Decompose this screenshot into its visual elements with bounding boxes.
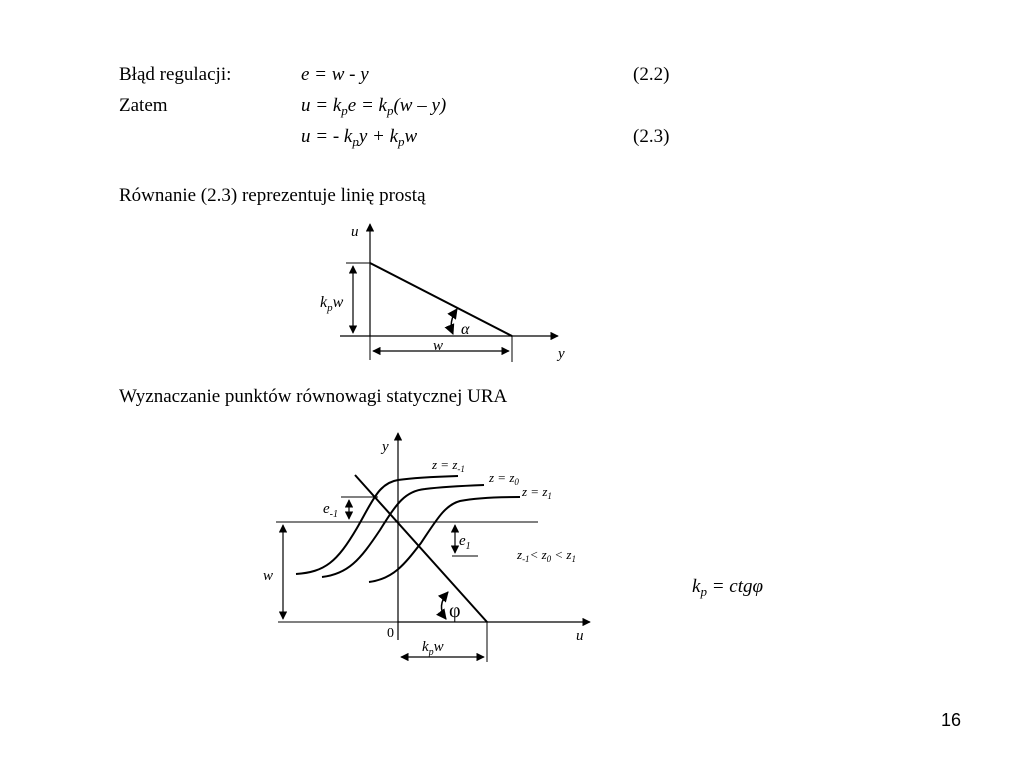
y-axis-label: y: [558, 346, 565, 362]
ordering-label: $z_{-1}< z_0 < z_1$: [517, 547, 576, 564]
label-z0: $z = z_0$: [489, 470, 519, 487]
sentence-straight-line: Równanie (2.3) reprezentuje linię prostą: [119, 185, 426, 206]
label-e-minus1: $e_{-1}$: [323, 501, 339, 520]
label-e1: $e_1$: [459, 533, 471, 552]
phi-label: φ: [449, 600, 461, 622]
equation-2-2: e = w - y: [301, 64, 369, 85]
alpha-label: α: [461, 321, 470, 338]
u-axis-label-2: u: [576, 628, 584, 644]
therefore-label: Zatem: [119, 95, 168, 116]
curve-z1: [369, 497, 520, 582]
equation-number-2-3: (2.3): [633, 126, 670, 147]
alpha-angle-arc: [451, 309, 457, 334]
equation-u: $u = k_pe = k_p(w - y)$: [301, 95, 447, 118]
label-z-minus1: $z = z_{-1}$: [432, 457, 465, 474]
label-kpw-2: $k_pw$: [422, 639, 444, 658]
controller-line: [370, 263, 512, 336]
equation-2-3: u = - $k_py + k_pw$: [301, 126, 418, 149]
phi-angle-arc: [441, 592, 448, 619]
kpw-label: $k_pw$: [320, 294, 344, 314]
error-label: Błąd regulacji:: [119, 64, 232, 85]
y-axis-label-2: y: [382, 439, 389, 455]
origin-label: 0: [387, 626, 394, 641]
equation-number-2-2: (2.2): [633, 64, 670, 85]
label-z1: $z = z_1$: [522, 484, 552, 501]
u-axis-label: u: [351, 224, 359, 240]
page-number: 16: [941, 710, 962, 730]
label-w-2: w: [263, 568, 274, 584]
sentence-equilibrium: Wyznaczanie punktów równowagi statycznej URA: [119, 386, 508, 407]
diagram-controller-line: [340, 224, 558, 362]
w-label: w: [433, 338, 444, 354]
kp-formula: $k_p = ctg\varphi$: [692, 576, 763, 599]
